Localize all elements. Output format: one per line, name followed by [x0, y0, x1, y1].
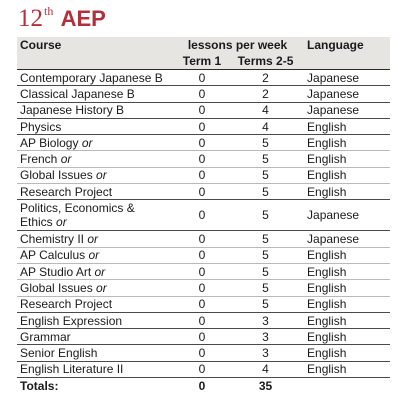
term25-cell: 5 [230, 296, 301, 312]
term25-cell: 3 [230, 329, 301, 345]
language-cell: Japanese [301, 231, 390, 247]
course-cell [17, 263, 174, 279]
language-cell: English [301, 345, 390, 361]
or-marker: or [94, 264, 106, 279]
course-cell [17, 167, 174, 183]
table-row [17, 361, 390, 377]
or-marker: or [88, 248, 100, 263]
course-cell [17, 296, 174, 312]
term25-cell: 4 [230, 361, 301, 377]
table-row [17, 86, 390, 102]
term25-cell: 3 [230, 312, 301, 328]
course-name: AP Studio Art [20, 264, 92, 279]
term1-cell: 0 [174, 263, 230, 279]
term1-cell: 0 [174, 135, 230, 151]
table-row [17, 280, 390, 296]
table-row [17, 296, 390, 312]
title-grade: 12 [18, 5, 43, 32]
course-cell [17, 184, 174, 200]
language-cell: Japanese [301, 102, 390, 118]
term25-cell: 2 [230, 70, 301, 86]
course-cell [17, 118, 174, 134]
term1-cell: 0 [174, 231, 230, 247]
language-cell: English [301, 184, 390, 200]
language-cell: English [301, 361, 390, 377]
course-cell [17, 329, 174, 345]
term25-cell: 5 [230, 280, 301, 296]
language-cell: English [301, 280, 390, 296]
term1-cell: 0 [174, 70, 230, 86]
term25-cell: 5 [230, 135, 301, 151]
table-row [17, 329, 390, 345]
course-cell [17, 247, 174, 263]
term25-cell: 5 [230, 263, 301, 279]
table-row [17, 200, 390, 231]
table-row [17, 184, 390, 200]
language-cell: English [301, 263, 390, 279]
course-name: Global Issues [20, 168, 93, 183]
language-cell: Japanese [301, 200, 390, 231]
course-cell [17, 135, 174, 151]
term1-cell: 0 [174, 102, 230, 118]
language-cell: English [301, 296, 390, 312]
course-cell [17, 200, 174, 231]
course-cell [17, 231, 174, 247]
totals-row [17, 378, 390, 395]
subheader-blank [301, 53, 390, 70]
totals-label: Totals: [20, 379, 59, 394]
table-row [17, 231, 390, 247]
term25-cell: 5 [230, 231, 301, 247]
course-cell [17, 102, 174, 118]
page-title [18, 5, 106, 36]
term25-cell: 5 [230, 184, 301, 200]
term1-cell: 0 [174, 86, 230, 102]
term25-cell: 4 [230, 102, 301, 118]
table-row [17, 247, 390, 263]
term1-cell: 0 [174, 118, 230, 134]
totals-term1: 0 [198, 379, 206, 394]
subheader-row [17, 53, 390, 70]
term25-cell: 4 [230, 118, 301, 134]
language-cell: English [301, 151, 390, 167]
course-name: Grammar [20, 329, 71, 344]
or-marker: or [56, 215, 67, 230]
or-marker: or [81, 135, 93, 150]
course-name: English Literature II [20, 362, 124, 377]
language-header: Language [301, 37, 390, 53]
term25-cell: 3 [230, 345, 301, 361]
table-row [17, 263, 390, 279]
course-table [17, 37, 390, 394]
table-row [17, 70, 390, 86]
totals-blank [301, 378, 390, 395]
subheader-blank [17, 53, 174, 70]
course-name-line2: Ethics [20, 215, 53, 230]
course-name: English Expression [20, 313, 123, 328]
course-name: French [20, 152, 58, 167]
term25-header: Terms 2-5 [230, 53, 301, 70]
language-cell: Japanese [301, 86, 390, 102]
term1-cell: 0 [174, 361, 230, 377]
course-name: Research Project [20, 297, 113, 312]
term1-header: Term 1 [174, 53, 230, 70]
or-marker: or [96, 168, 107, 183]
table-row [17, 118, 390, 134]
course-cell [17, 345, 174, 361]
course-header: Course [17, 37, 174, 53]
course-cell [17, 280, 174, 296]
course-name: Contemporary Japanese B [20, 70, 163, 85]
term1-cell: 0 [174, 345, 230, 361]
term25-cell: 5 [230, 151, 301, 167]
table-row [17, 345, 390, 361]
term1-cell: 0 [174, 247, 230, 263]
term25-cell: 5 [230, 167, 301, 183]
language-cell: English [301, 167, 390, 183]
language-cell: English [301, 312, 390, 328]
course-cell [17, 151, 174, 167]
course-name: Global Issues [20, 280, 93, 295]
course-name: Physics [20, 119, 62, 134]
term25-cell: 5 [230, 200, 301, 231]
term1-cell: 0 [174, 184, 230, 200]
term1-cell: 0 [174, 167, 230, 183]
term1-cell: 0 [174, 329, 230, 345]
course-name: Senior English [20, 346, 98, 361]
language-cell: English [301, 329, 390, 345]
course-name: AP Biology [20, 135, 79, 150]
or-marker: or [60, 152, 72, 167]
language-cell: Japanese [301, 70, 390, 86]
header-row [17, 37, 390, 53]
term1-cell: 0 [174, 312, 230, 328]
term25-cell: 5 [230, 247, 301, 263]
course-name: Classical Japanese B [20, 86, 135, 101]
course-name: Chemistry II [20, 232, 85, 247]
language-cell: English [301, 247, 390, 263]
table-row [17, 167, 390, 183]
table-row [17, 135, 390, 151]
term1-cell: 0 [174, 296, 230, 312]
course-name: Japanese History B [20, 103, 125, 118]
course-cell [17, 361, 174, 377]
course-cell [17, 70, 174, 86]
language-cell: English [301, 135, 390, 151]
course-name: Research Project [20, 184, 113, 199]
totals-term25: 35 [258, 379, 273, 394]
course-name: AP Calculus [20, 248, 86, 263]
table-row [17, 312, 390, 328]
or-marker: or [87, 232, 99, 247]
term1-cell: 0 [174, 151, 230, 167]
term1-cell: 0 [174, 200, 230, 231]
course-cell [17, 86, 174, 102]
term1-cell: 0 [174, 280, 230, 296]
table-row [17, 151, 390, 167]
table-row [17, 102, 390, 118]
lessons-header: lessons per week [174, 37, 301, 53]
title-grade-suffix: th [44, 4, 54, 18]
course-cell [17, 312, 174, 328]
course-name: Politics, Economics & [20, 201, 135, 216]
or-marker: or [96, 280, 107, 295]
language-cell: English [301, 118, 390, 134]
title-program: AEP [60, 6, 106, 31]
term25-cell: 2 [230, 86, 301, 102]
course-rows [17, 70, 390, 378]
